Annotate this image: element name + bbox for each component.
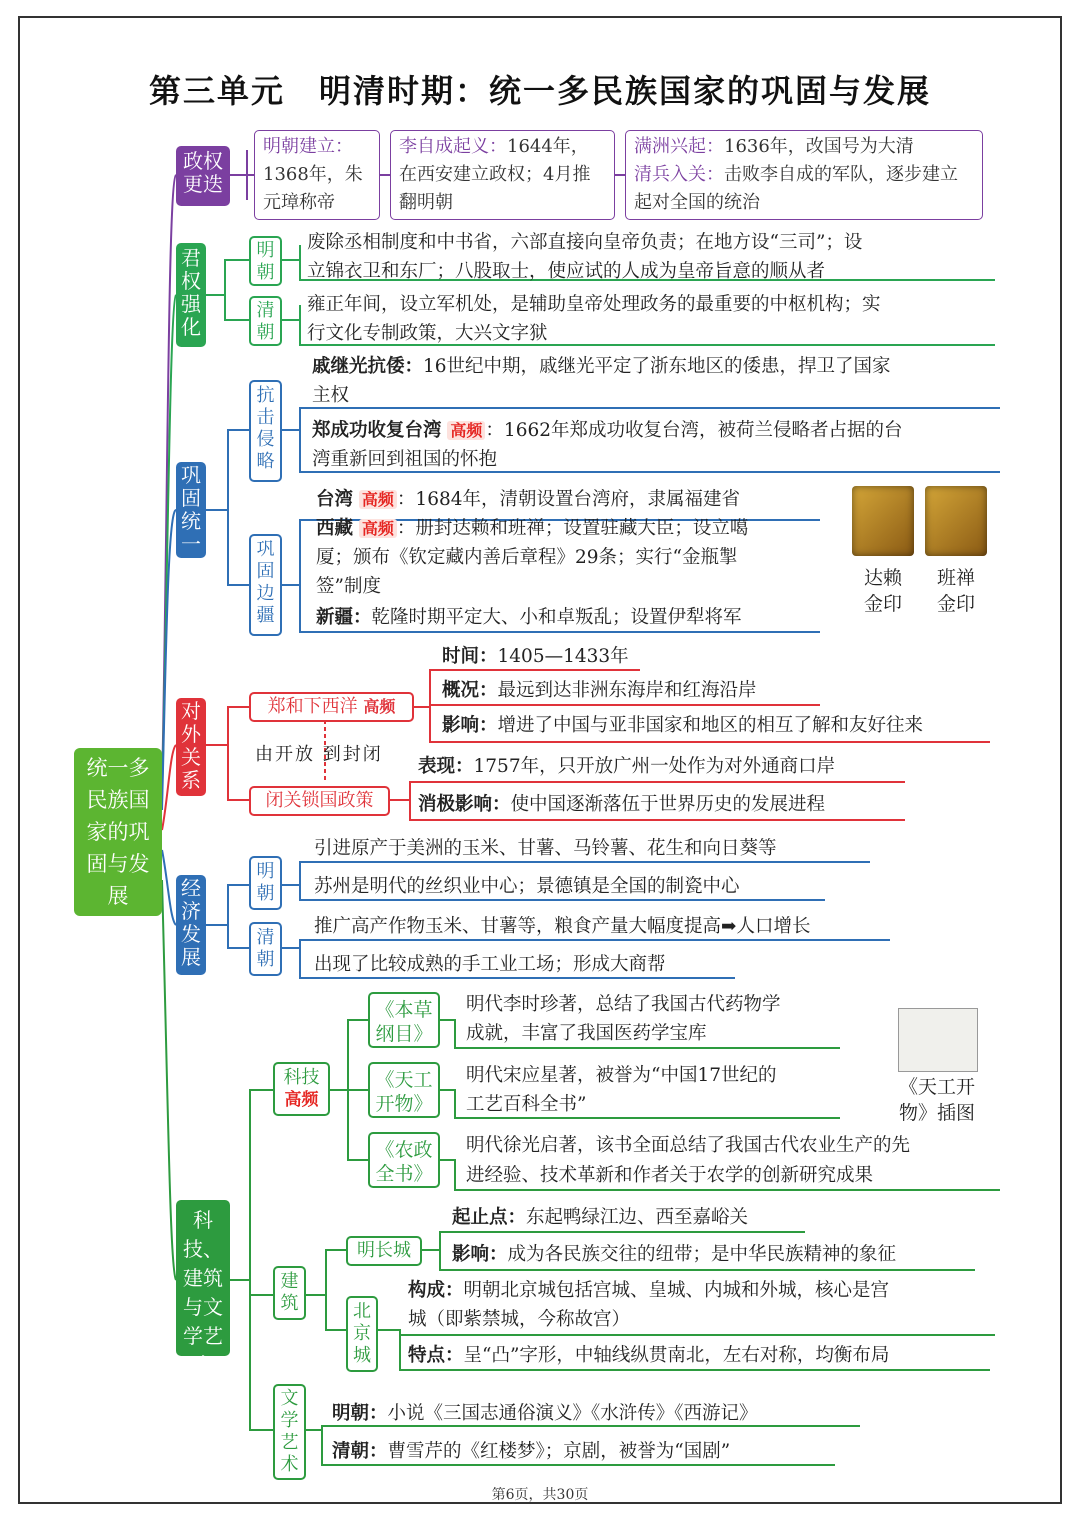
- junquan-qing-node: [249, 296, 282, 346]
- box-qing-rise: [625, 130, 983, 220]
- high-frequency-badge: 高频: [359, 490, 397, 509]
- nongzheng-node: [368, 1132, 440, 1188]
- beijing-city-node: [346, 1296, 378, 1372]
- tiangong-label: 《天工开物》: [375, 1069, 433, 1115]
- box-lizicheng: [390, 130, 615, 220]
- keji-node: [273, 1062, 330, 1116]
- tiangong-illustration-image: [898, 1008, 978, 1072]
- biguan-negative-key: 消极影响：: [418, 794, 511, 815]
- zhenghe-impact-text: 增进了中国与亚非国家和地区的相互了解和友好往来: [497, 715, 924, 736]
- biguan-negative-text: 使中国逐渐落伍于世界历史的发展进程: [510, 794, 826, 815]
- junquan-ming-node: [249, 236, 282, 286]
- bianjiang-node: [249, 534, 282, 636]
- kangji-node: [249, 380, 282, 482]
- branch-duiwai: [176, 698, 206, 796]
- page-footer: 第6页，共30页: [491, 1487, 589, 1503]
- jingji-ming-line1: 引进原产于美洲的玉米、甘薯、马铃薯、花生和向日葵等: [314, 838, 777, 859]
- qijiguang-line1: [312, 352, 891, 381]
- tiangong-line1: 明代宋应星著，被誉为“中国17世纪的: [466, 1065, 777, 1086]
- xizang-text: ：册封达赖和班禅；设置驻藏大臣；设立噶: [396, 518, 749, 539]
- taiwan-text: ：1684年，清朝设置台湾府，隶属福建省: [396, 489, 741, 510]
- zhenghe-impact-key: 影响：: [442, 715, 498, 736]
- great-wall-node: [346, 1236, 422, 1266]
- bencao-node: [368, 992, 440, 1048]
- biguan-manifest: [418, 752, 835, 781]
- qijiguang-key: 戚继光抗倭：: [312, 356, 424, 377]
- illus-caption-line2: 物》插图: [898, 1102, 975, 1124]
- biguan-negative: [418, 790, 825, 819]
- great-wall-impact-key: 影响：: [452, 1244, 508, 1265]
- jingji-qing-label: 清朝: [256, 927, 275, 970]
- zhenghe-overview-text: 最远到达非洲东海岸和红海沿岸: [497, 680, 757, 701]
- zhenghe-overview-key: 概况：: [442, 680, 498, 701]
- ming-founding-key: 明朝建立：: [263, 136, 353, 157]
- branch-gonggu-label: 巩固统一: [181, 463, 201, 556]
- biguan-node: [249, 786, 390, 816]
- dalai-caption-line2: 金印: [863, 593, 902, 615]
- beijing-structure-key: 构成：: [408, 1280, 464, 1301]
- kangji-label: 抗击侵略: [256, 385, 275, 472]
- beijing-structure-line2: 城（即紫禁城，今称故宫）: [408, 1309, 631, 1330]
- junquan-qing-line2: 行文化专制政策，大兴文字狱: [307, 323, 548, 344]
- xizang-line1: [316, 514, 748, 543]
- junquan-qing-label: 清朝: [256, 300, 275, 343]
- taiwan-key: 台湾: [316, 489, 354, 510]
- wenxue-node: [273, 1384, 306, 1480]
- xizang-line3: 签”制度: [316, 576, 381, 597]
- qingbing-key: 清兵入关：: [634, 164, 724, 185]
- branch-keji-label: 科技、建筑与文学艺术: [183, 1208, 223, 1377]
- zhenghe-time: [442, 642, 629, 671]
- xizang-key: 西藏: [316, 518, 354, 539]
- jingji-qing-line1: 推广高产作物玉米、甘薯等，粮食产量大幅度提高➡人口增长: [314, 916, 811, 937]
- jingji-qing-node: [249, 922, 282, 976]
- wenxue-ming-text: 小说《三国志通俗演义》《水浒传》《西游记》: [387, 1403, 758, 1424]
- zhengchenggong-line1: [312, 416, 903, 445]
- dalai-gold-seal-image: [852, 486, 914, 556]
- branch-zhengquan: [176, 146, 230, 206]
- panchen-caption-line1: 班禅: [936, 567, 975, 589]
- illus-caption-line1: 《天工开: [898, 1076, 975, 1098]
- branch-keji: [176, 1200, 230, 1377]
- qijiguang-line2: 主权: [312, 385, 350, 406]
- branch-junquan-label: 君权强化: [181, 246, 201, 339]
- jingji-qing-line2: 出现了比较成熟的手工业工场；形成大商帮: [314, 954, 666, 975]
- xinjiang-line: [316, 603, 742, 632]
- great-wall-range-text: 东起鸭绿江边、西至嘉峪关: [526, 1207, 749, 1228]
- branch-zhengquan-label: 政权更迭: [183, 149, 223, 196]
- jingji-ming-label: 明朝: [256, 861, 275, 904]
- bencao-line2: 成就，丰富了我国医药学宝库: [466, 1023, 707, 1044]
- great-wall-range: [452, 1203, 748, 1232]
- zhengchenggong-text: ：1662年郑成功收复台湾，被荷兰侵略者占据的台: [485, 420, 903, 441]
- junquan-ming-line2: 立锦衣卫和东厂；八股取士，使应试的人成为皇帝旨意的顺从者: [307, 261, 826, 282]
- junquan-ming-label: 明朝: [256, 240, 275, 283]
- beijing-structure-line1: [408, 1276, 889, 1305]
- wenxue-qing-text: 曹雪芹的《红楼梦》；京剧，被誉为“国剧”: [387, 1441, 731, 1462]
- lizicheng-key: 李自成起义：: [399, 136, 507, 157]
- panchen-caption-line2: 金印: [936, 593, 975, 615]
- box-ming-founding: [254, 130, 380, 220]
- great-wall-impact: [452, 1240, 896, 1269]
- zhengchenggong-line2: 湾重新回到祖国的怀抱: [312, 449, 498, 470]
- ming-founding-text: 1368年，朱元璋称帝: [263, 164, 363, 213]
- panchen-caption: [925, 565, 987, 617]
- lizicheng-text: 1644年，在西安建立政权；4月推翻明朝: [399, 136, 591, 213]
- page-title: 第三单元 明清时期：统一多民族国家的巩固与发展: [148, 72, 931, 110]
- great-wall-label: 明长城: [357, 1240, 411, 1261]
- wenxue-label: 文学艺术: [280, 1388, 299, 1475]
- taiwan-line: [316, 485, 740, 514]
- xinjiang-key: 新疆：: [316, 607, 372, 628]
- dalai-caption: [852, 565, 914, 617]
- manzhou-key: 满洲兴起：: [634, 136, 724, 157]
- jianzhu-label: 建筑: [280, 1271, 299, 1314]
- jianzhu-node: [273, 1266, 306, 1320]
- root-node: [74, 748, 162, 916]
- high-frequency-badge: 高频: [363, 697, 396, 716]
- zhenghe-overview: [442, 676, 757, 705]
- branch-duiwai-label: 对外关系: [181, 699, 201, 792]
- panchen-gold-seal-image: [925, 486, 987, 556]
- tiangong-illustration-caption: [885, 1074, 989, 1126]
- high-frequency-badge: 高频: [447, 421, 485, 440]
- bianjiang-label: 巩固边疆: [256, 539, 275, 626]
- beijing-structure-text: 明朝北京城包括宫城、皇城、内城和外城，核心是宫: [463, 1280, 890, 1301]
- nongzheng-line1: 明代徐光启著，该书全面总结了我国古代农业生产的先: [466, 1135, 911, 1156]
- branch-jingji-label: 经济发展: [181, 876, 201, 969]
- zhenghe-time-key: 时间：: [442, 646, 498, 667]
- tiangong-node: [368, 1062, 440, 1118]
- dalai-caption-line1: 达赖: [863, 567, 902, 589]
- zhenghe-label: 郑和下西洋: [267, 696, 358, 717]
- root-label: 统一多民族国家的巩固与发展: [86, 756, 150, 908]
- manzhou-text: 1636年，改国号为大清: [724, 136, 914, 157]
- beijing-city-label: 北京城: [353, 1301, 371, 1366]
- branch-jingji: [176, 875, 206, 975]
- junquan-ming-line1: 废除丞相制度和中书省，六部直接向皇帝负责；在地方设“三司”；设: [307, 232, 863, 253]
- bencao-line1: 明代李时珍著，总结了我国古代药物学: [466, 994, 781, 1015]
- xizang-line2: 厦；颁布《钦定藏内善后章程》29条；实行“金瓶掣: [316, 547, 738, 568]
- qingbing-text: 击败李自成的军队，逐步建立起对全国的统治: [634, 164, 958, 213]
- open-to-closed-transition: 由开放 到封闭: [255, 744, 383, 765]
- nongzheng-label: 《农政全书》: [375, 1139, 433, 1185]
- nongzheng-line2: 进经验、技术革新和作者关于农学的创新研究成果: [466, 1165, 874, 1186]
- zhenghe-time-text: 1405—1433年: [497, 646, 629, 667]
- branch-junquan: [176, 243, 206, 347]
- biguan-manifest-key: 表现：: [418, 756, 474, 777]
- wenxue-ming-key: 明朝：: [332, 1403, 388, 1424]
- junquan-qing-line1: 雍正年间，设立军机处，是辅助皇帝处理政务的最重要的中枢机构；实: [307, 294, 881, 315]
- beijing-feature-key: 特点：: [408, 1345, 464, 1366]
- great-wall-range-key: 起止点：: [452, 1207, 527, 1228]
- beijing-feature-text: 呈“凸”字形，中轴线纵贯南北，左右对称，均衡布局: [463, 1345, 890, 1366]
- biguan-manifest-text: 1757年，只开放广州一处作为对外通商口岸: [473, 756, 836, 777]
- jingji-ming-node: [249, 856, 282, 910]
- great-wall-impact-text: 成为各民族交往的纽带；是中华民族精神的象征: [507, 1244, 897, 1265]
- wenxue-qing-key: 清朝：: [332, 1441, 388, 1462]
- high-frequency-badge: 高频: [284, 1090, 319, 1110]
- biguan-label: 闭关锁国政策: [265, 790, 374, 811]
- zhengchenggong-key: 郑成功收复台湾: [312, 420, 442, 441]
- jingji-ming-line2: 苏州是明代的丝织业中心；景德镇是全国的制瓷中心: [314, 876, 740, 897]
- bencao-label: 《本草纲目》: [375, 999, 433, 1045]
- zhenghe-impact: [442, 711, 923, 740]
- high-frequency-badge: 高频: [359, 519, 397, 538]
- wenxue-ming: [332, 1399, 758, 1428]
- beijing-feature: [408, 1341, 889, 1370]
- tiangong-line2: 工艺百科全书”: [466, 1094, 587, 1115]
- keji-label: 科技: [283, 1067, 320, 1088]
- branch-gonggu: [176, 462, 206, 558]
- zhenghe-node: [249, 692, 414, 722]
- wenxue-qing: [332, 1437, 730, 1466]
- qijiguang-text: 16世纪中期，戚继光平定了浙东地区的倭患，捍卫了国家: [423, 356, 891, 377]
- xinjiang-text: 乾隆时期平定大、小和卓叛乱；设置伊犁将军: [371, 607, 742, 628]
